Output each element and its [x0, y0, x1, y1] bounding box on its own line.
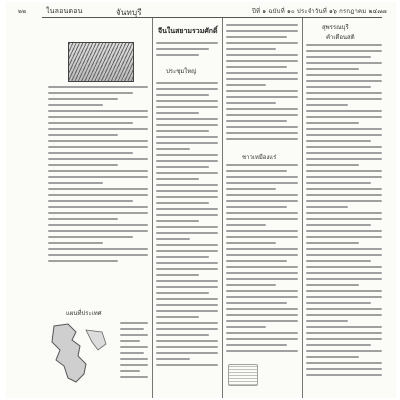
col4-subheading: คำเตือนสติ — [326, 34, 355, 41]
article-text — [226, 164, 298, 356]
map-caption: แผนที่ประเทศ — [66, 310, 102, 317]
article-text — [120, 322, 148, 382]
newspaper-page — [6, 2, 396, 398]
article-text — [48, 86, 148, 266]
article-text — [306, 44, 382, 380]
col2-subheading: ประชุมใหญ่ — [166, 68, 197, 75]
newspaper-name: จันทบุรี — [116, 8, 142, 17]
col3-heading: ชาวเหมืองแร่ — [242, 154, 277, 161]
col4-heading: สุพรรณบุรี — [322, 24, 349, 31]
engraving-illustration — [68, 42, 134, 82]
column-divider — [152, 18, 153, 398]
col2-heading: จีนในสยามรวมศักดิ์ — [158, 26, 218, 35]
column-divider — [302, 18, 303, 398]
article-text — [226, 24, 298, 144]
page-number: ๒๒ — [18, 8, 27, 15]
ink-stamp — [228, 364, 258, 386]
map-illustration — [46, 320, 116, 386]
header-rule — [42, 17, 382, 18]
article-text — [156, 42, 218, 60]
header-left-title: ในลอนดอน — [46, 7, 83, 15]
issue-info: ปีที่ ๑ ฉบับที่ ๑๐ ประจำวันที่ ๑๖ กรกฎาคม ๒๔๗๗ — [252, 8, 387, 15]
column-divider — [222, 18, 223, 398]
article-text — [156, 82, 218, 370]
